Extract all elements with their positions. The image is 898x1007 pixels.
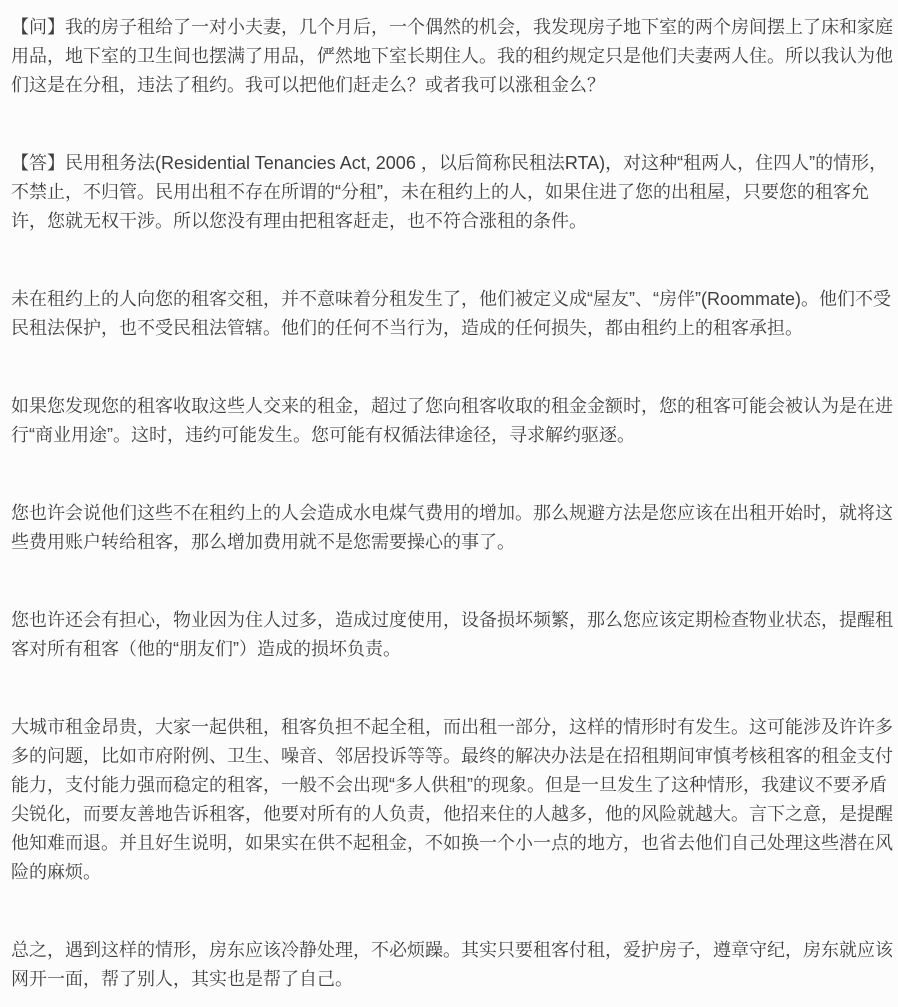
answer-intro-paragraph: 【答】民用租务法(Residential Tenancies Act, 2006 ，以后简称民租法RTA)，对这种“租两人，住四人”的情形，不禁止，不归管。民用出租不存在所谓的“分租”，未在租约上的人，如果住进了您的出租屋，只要您的租客允许，您就无权干涉。所以您没有理由把租客赶走，也不符合涨租的条件。 (11, 153, 888, 231)
commercial-use-paragraph: 如果您发现您的租客收取这些人交来的租金，超过了您向租客收取的租金金额时，您的租客可能会被认为是在进行“商业用途”。这时，违约可能发生。您可能有权循法律途径，寻求解约驱逐。 (11, 396, 893, 445)
roommate-definition-paragraph: 未在租约上的人向您的租客交租，并不意味着分租发生了，他们被定义成“屋友”、“房伴”(Roommate)。他们不受民租法保护，也不受民租法管辖。他们的任何不当行为，造成的任何损失，都由租约上的租客承担。 (11, 289, 891, 338)
conclusion-paragraph: 总之，遇到这样的情形，房东应该冷静处理，不必烦躁。其实只要租客付租，爱护房子，遵章守纪，房东就应该网开一面，帮了别人，其实也是帮了自己。 (11, 940, 893, 989)
big-city-rent-advice-paragraph: 大城市租金昂贵，大家一起供租，租客负担不起全租，而出租一部分，这样的情形时有发生。这可能涉及许许多多的问题，比如市府附例、卫生、噪音、邻居投诉等等。最终的解决办法是在招租期间审慎考核租客的租金支付能力，支付能力强而稳定的租客，一般不会出现“多人供租”的现象。但是一旦发生了这种情形，我建议不要矛盾尖锐化，而要友善地告诉租客，他要对所有的人负责，他招来住的人越多，他的风险就越大。言下之意，是提醒他知难而退。并且好生说明，如果实在供不起租金，不如换一个小一点的地方，也省去他们自己处理这些潜在风险的麻烦。 (11, 717, 893, 882)
question-paragraph: 【问】我的房子租给了一对小夫妻，几个月后，一个偶然的机会，我发现房子地下室的两个房间摆上了床和家庭用品，地下室的卫生间也摆满了用品，俨然地下室长期住人。我的租约规定只是他们夫妻两人住。所以我认为他们这是在分租，违法了租约。我可以把他们赶走么？或者我可以涨租金么？ (11, 17, 893, 95)
property-wear-paragraph: 您也许还会有担心，物业因为住人过多，造成过度使用，设备损坏频繁，那么您应该定期检查物业状态，提醒租客对所有租客（他的“朋友们”）造成的损坏负责。 (11, 610, 893, 659)
utility-costs-paragraph: 您也许会说他们这些不在租约上的人会造成水电煤气费用的增加。那么规避方法是您应该在出租开始时，就将这些费用账户转给租客，那么增加费用就不是您需要操心的事了。 (11, 503, 893, 552)
